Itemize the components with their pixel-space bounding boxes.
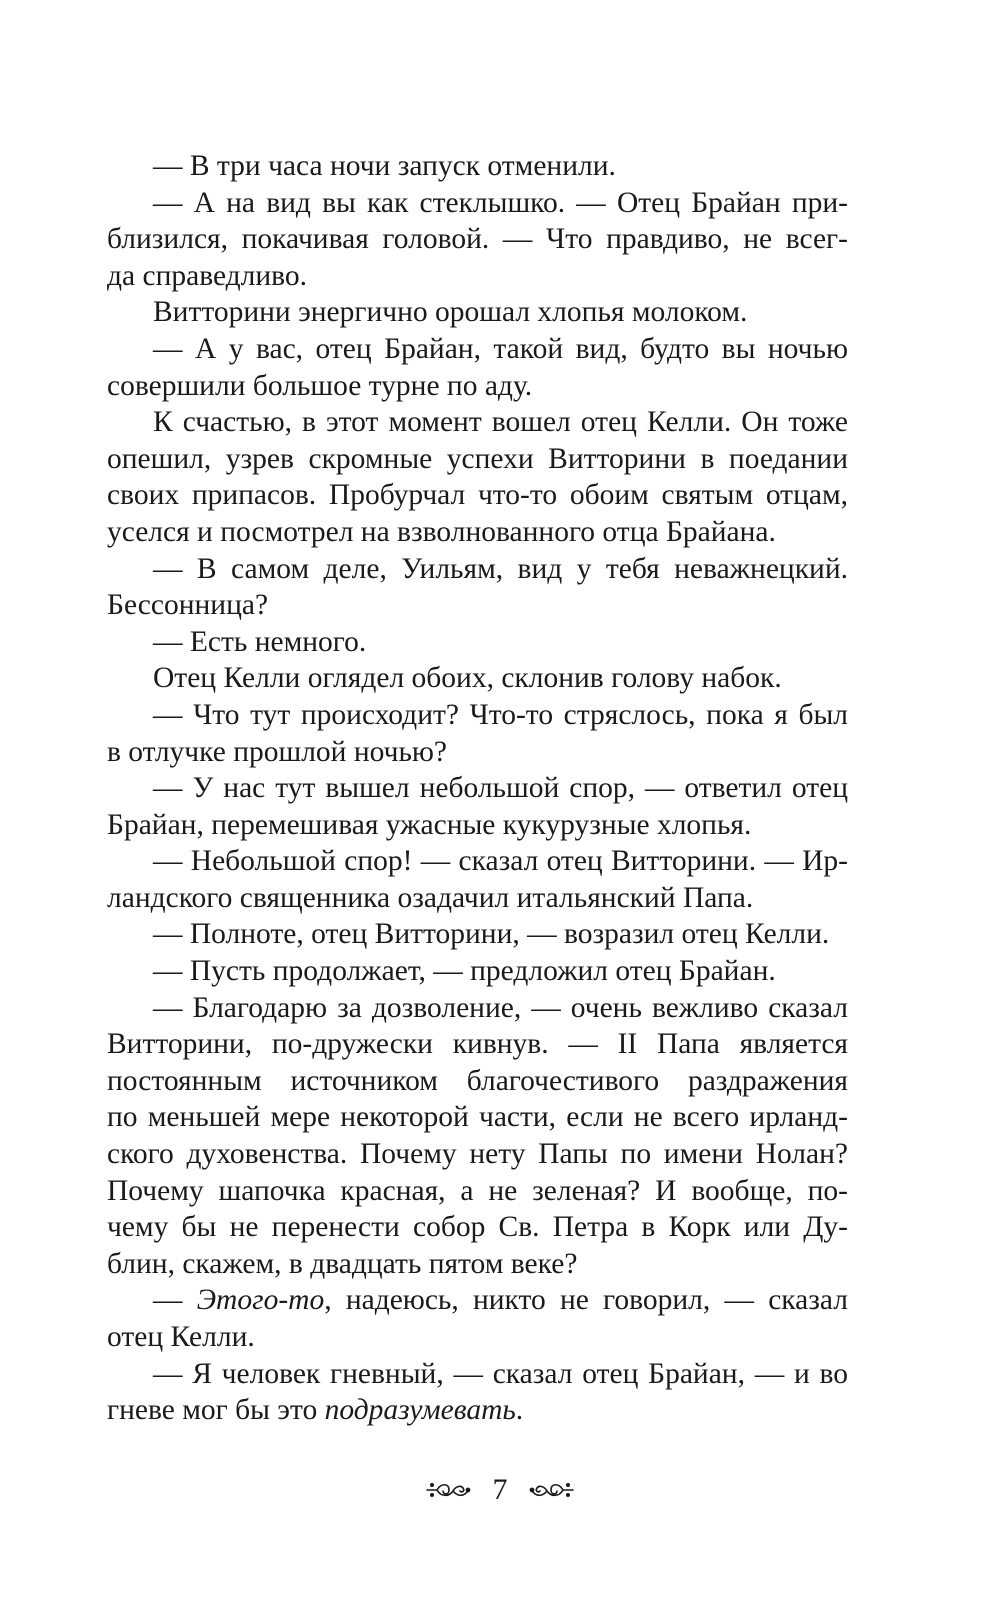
text-line [107,551,848,588]
text-run: — Полноте, отец Витторини, — возразил отец Келли. [153,918,830,951]
text-line [107,1319,848,1356]
text-line [107,185,848,222]
text-run: ландского священника озадачил итальянский Папа. [107,881,754,914]
fleuron-right-icon [529,1479,575,1501]
body-text [107,148,848,1429]
text-run: Отец Келли оглядел обоих, склонив голову набок. [153,662,782,695]
text-run: Брайан, перемешивая ужасные кукурузные хлопья. [107,808,752,841]
text-line [107,1063,848,1100]
text-run: . [515,1394,524,1427]
text-line [107,734,848,771]
text-run: — Благодарю за дозволение, — очень вежливо сказал [153,991,848,1024]
text-line [107,660,848,697]
text-line [107,953,848,990]
text-line [107,697,848,734]
text-line [107,624,848,661]
text-line [107,148,848,185]
text-run: Почему шапочка красная, а не зеленая? И вообще, по- [107,1174,848,1207]
text-run: гневе мог бы это [107,1394,325,1427]
text-run: чему бы не перенести собор Св. Петра в Корк или Ду- [107,1211,848,1244]
text-run: К счастью, в этот момент вошел отец Келли. Он тоже [153,406,848,439]
text-line [107,770,848,807]
text-line [107,294,848,331]
text-line [107,1173,848,1210]
text-run: своих припасов. Пробурчал что-то обоим святым отцам, [107,479,848,512]
text-run: — А у вас, отец Брайан, такой вид, будто вы ночью [153,332,848,365]
text-run: постоянным источником благочестивого раздражения [107,1064,848,1097]
text-line [107,441,848,478]
text-line [107,1392,848,1429]
text-line [107,1209,848,1246]
text-line [107,587,848,624]
page-footer [0,1468,1000,1510]
text-run: ского духовенства. Почему нету Папы по имени Нолан? [107,1138,848,1171]
text-run: — [153,1284,197,1317]
text-line [107,1282,848,1319]
text-run: — Есть немного. [153,625,367,658]
text-run: уселся и посмотрел на взволнованного отца Брайана. [107,515,776,548]
text-run: Витторини, по-дружески кивнув. — II Папа является [107,1028,848,1061]
text-run: — В самом деле, Уильям, вид у тебя неважнецкий. [153,552,848,585]
text-run: отец Келли. [107,1321,255,1353]
text-line [107,477,848,514]
text-line [107,843,848,880]
text-run: — Небольшой спор! — сказал отец Витторини. — Ир- [153,845,848,878]
italic-text: подразумевать [324,1394,516,1427]
text-run: в отлучке прошлой ночью? [107,735,448,768]
text-line [107,880,848,917]
text-line [107,916,848,953]
text-run: опешил, узрев скромные успехи Витторини в поедании [107,442,848,475]
fleuron-left-icon [425,1479,471,1501]
text-run: — Я человек гневный, — сказал отец Брайан, — и во [153,1357,848,1390]
text-run: — Пусть продолжает, — предложил отец Брайан. [153,955,776,988]
text-run: да справедливо. [107,259,308,292]
text-line [107,1246,848,1283]
text-line [107,368,848,405]
text-line [107,258,848,295]
text-run: Бессонница? [107,589,269,622]
italic-text: Этого-то [196,1284,325,1317]
text-run: близился, покачивая головой. — Что правдиво, не всег- [107,223,848,256]
text-line [107,1026,848,1063]
text-line [107,221,848,258]
text-run: — А на вид вы как стеклышко. — Отец Брайан при- [153,186,848,219]
text-run: — У нас тут вышел небольшой спор, — ответил отец [153,772,848,805]
text-line [107,514,848,551]
text-run: совершили большое турне по аду. [107,369,533,402]
text-line [107,990,848,1027]
text-line [107,1136,848,1173]
text-line [107,404,848,441]
text-run: — Что тут происходит? Что-то стряслось, пока я был [153,698,848,731]
text-line [107,1099,848,1136]
text-run: , надеюсь, никто не говорил, — сказал [324,1284,849,1317]
text-run: по меньшей мере некоторой части, если не всего ирланд- [107,1101,848,1134]
page-number: 7 [492,1473,508,1507]
text-line [107,331,848,368]
text-run: — В три часа ночи запуск отменили. [153,150,616,182]
text-line [107,807,848,844]
text-run: Витторини энергично орошал хлопья молоком. [153,296,748,329]
text-line [107,1356,848,1393]
text-run: блин, скажем, в двадцать пятом веке? [107,1247,578,1280]
